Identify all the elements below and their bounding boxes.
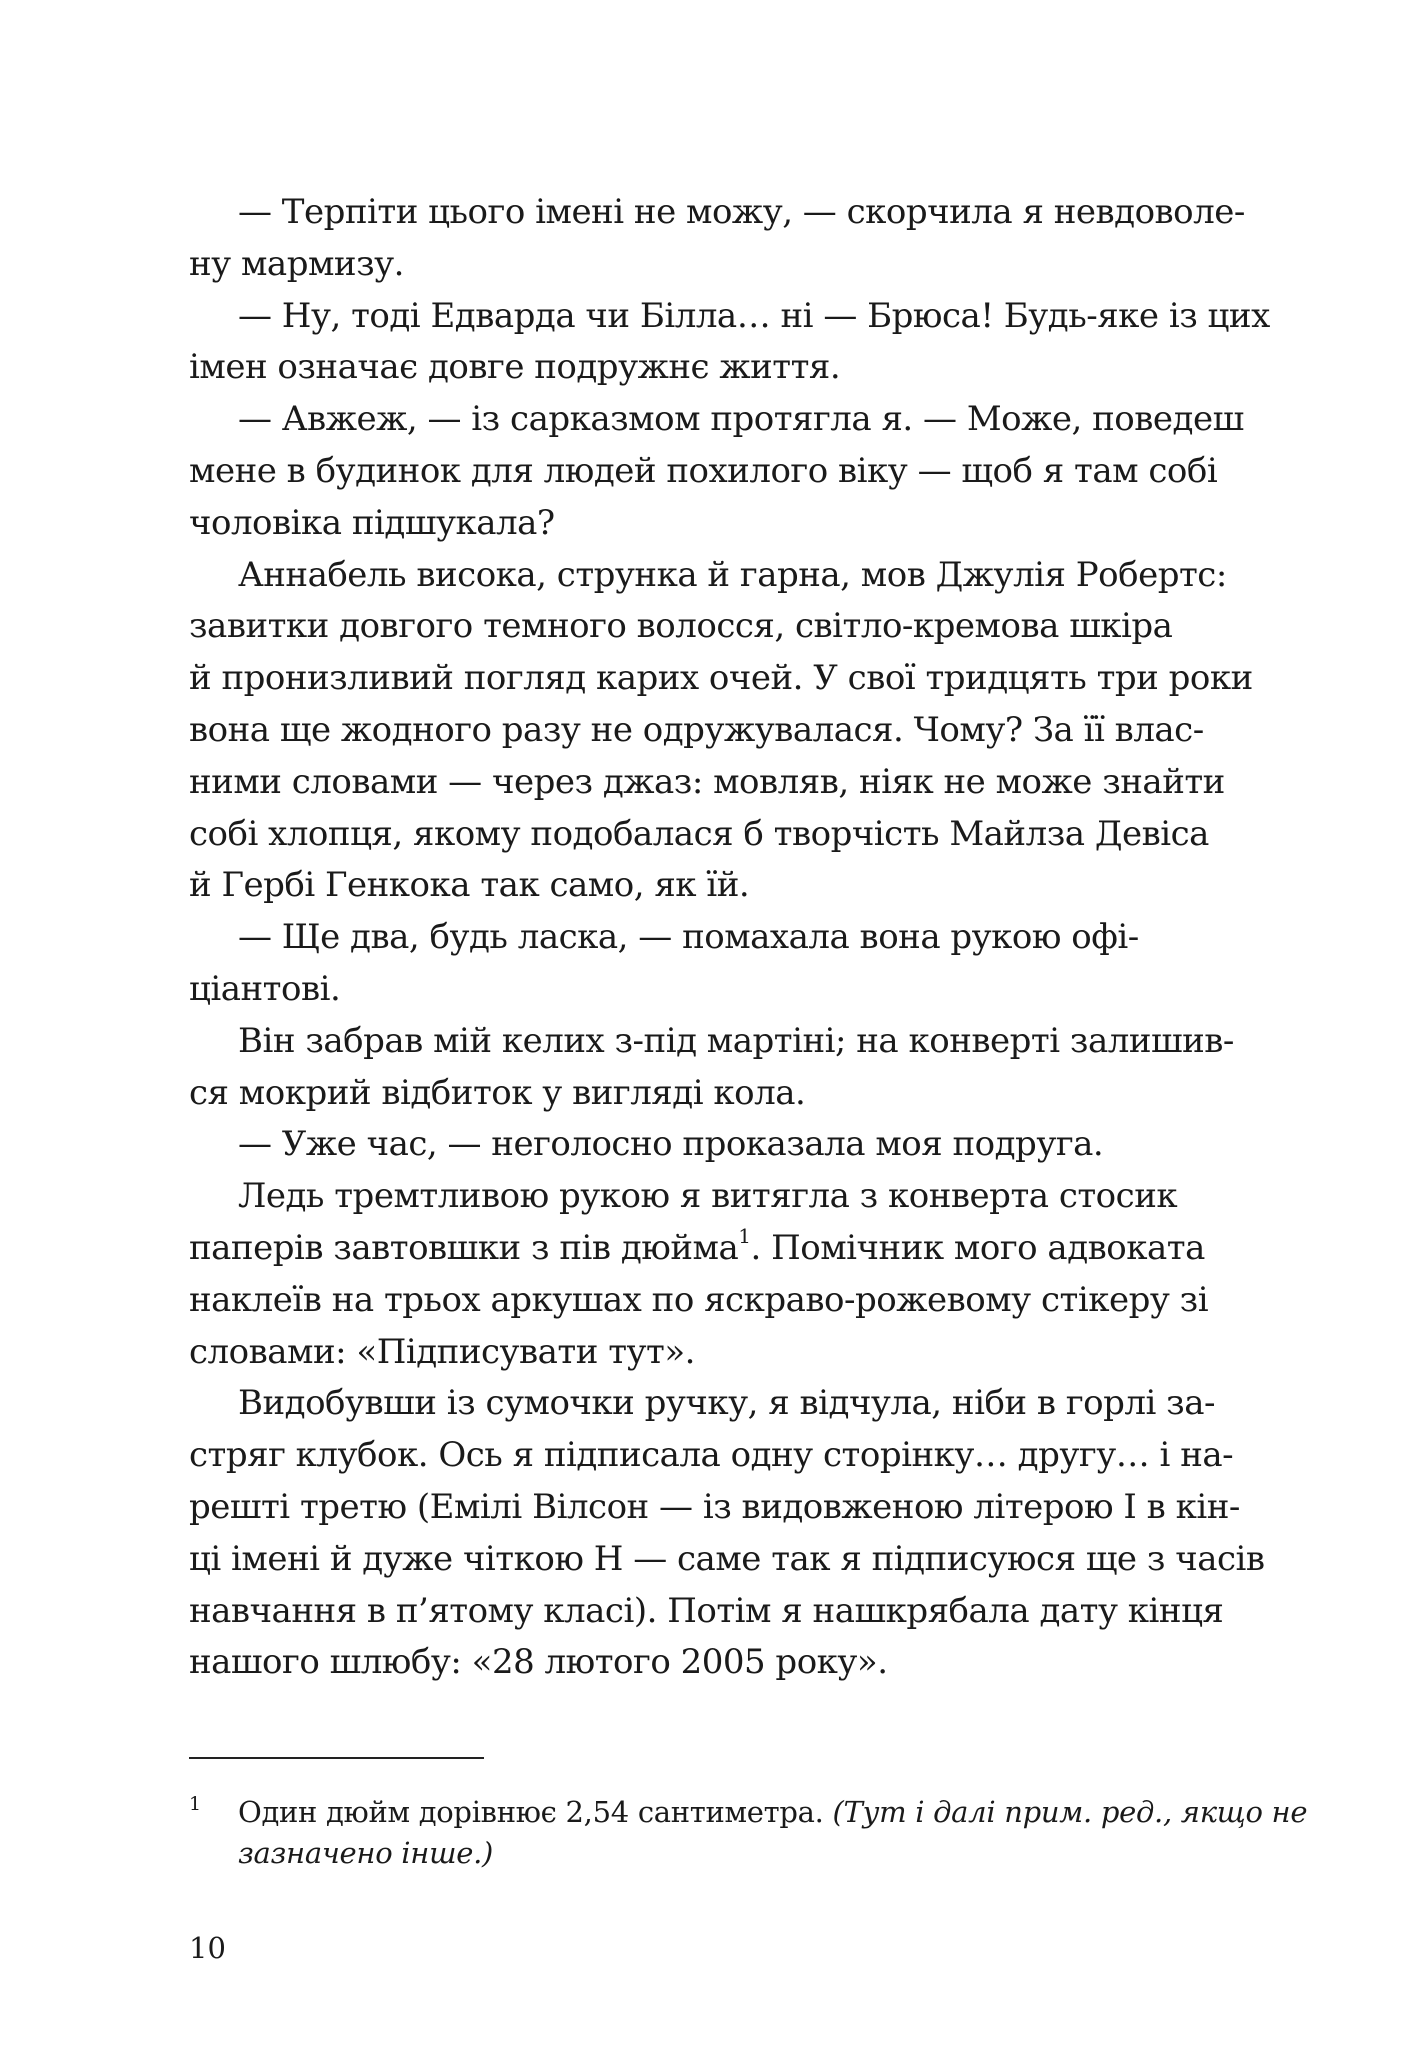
text-line: Аннабель висока, струнка й гарна, мов Джулія Робертс: [238,554,1227,595]
text-line: Видобувши із сумочки ручку, я відчула, ніби в горлі за- [238,1383,1215,1424]
text-line: вона ще жодного разу не одружувалася. Чому? За її влас- [189,709,1204,750]
text-line: — Ну, тоді Едварда чи Білла… ні — Брюса! Будь-яке із цих [238,295,1270,336]
text-segment: паперів завтовшки з пів дюйма [189,1227,739,1268]
text-line: словами: «Підписувати тут». [189,1331,695,1372]
footnote-text: Один дюйм дорівнює 2,54 сантиметра. [238,1795,833,1829]
footnote [189,1792,1308,1874]
footnote-line [238,1792,1308,1833]
text-segment: . Помічник мого адвоката [750,1227,1205,1268]
text-line: — Ще два, будь ласка, — помахала вона рукою офі- [238,917,1139,958]
text-line: мене в будинок для людей похилого віку — щоб я там собі [189,450,1218,491]
text-line: навчання в п’ятому класі). Потім я нашкрябала дату кінця [189,1590,1224,1631]
footnote-italic-text: (Тут і далі прим. ред., якщо не [832,1795,1308,1829]
text-line: Він забрав мій келих з-під мартіні; на конверті залишив- [238,1020,1234,1061]
text-line: стряг клубок. Ось я підписала одну сторінку… другу… і на- [189,1435,1234,1476]
text-line: ну мармизу. [189,243,404,284]
text-line: ними словами — через джаз: мовляв, ніяк не може знайти [189,761,1225,802]
footnote-divider [189,1757,484,1759]
text-line: — Уже час, — неголосно проказала моя подруга. [238,1124,1104,1165]
text-line: решті третю (Емілі Вілсон — із видовженою літерою I в кін- [189,1486,1240,1527]
page-number: 10 [189,1931,226,1965]
text-line: ці імені й дуже чіткою Н — саме так я підписуюся ще з часів [189,1538,1265,1579]
footnote-marker: 1 [189,1793,201,1815]
text-line: наклеїв на трьох аркушах по яскраво-рожевому стікеру зі [189,1279,1209,1320]
footnote-line: зазначено інше.) [238,1836,494,1870]
text-line: ціантові. [189,968,341,1009]
text-line: ся мокрий відбиток у вигляді кола. [189,1072,806,1113]
footnote-reference[interactable]: 1 [738,1223,751,1248]
text-line: собі хлопця, якому подобалася б творчість Майлза Девіса [189,813,1209,854]
text-line: й Гербі Генкока так само, як їй. [189,865,750,906]
text-line: — Терпіти цього імені не можу, — скорчила я невдоволе- [238,192,1245,232]
main-text [189,187,1270,1689]
footnote-body [189,1792,1308,1874]
text-line: завитки довгого темного волосся, світло-кремова шкіра [189,606,1173,647]
text-line: — Авжеж, — із сарказмом протягла я. — Може, поведеш [238,399,1244,440]
text-line: й пронизливий погляд карих очей. У свої тридцять три роки [189,658,1253,699]
text-line: імен означає довге подружнє життя. [189,347,841,388]
text-line [189,1223,1253,1275]
text-line: чоловіка підшукала? [189,502,555,543]
text-line: Ледь тремтливою рукою я витягла з конверта стосик [238,1176,1178,1217]
text-line: нашого шлюбу: «28 лютого 2005 року». [189,1642,888,1683]
